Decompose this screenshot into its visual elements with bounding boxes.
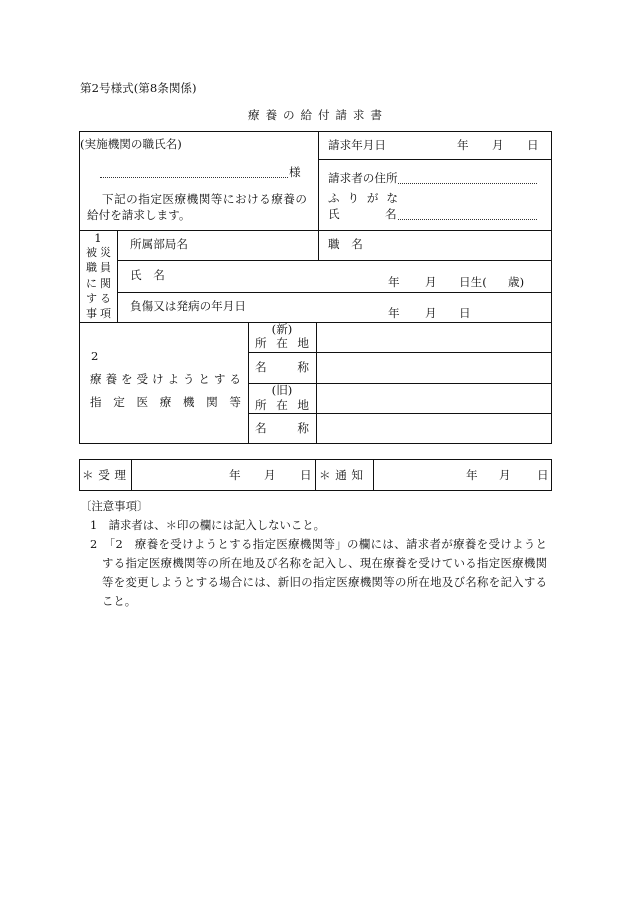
note-line: する指定医療機関等の所在地及び名称を記入し、現在療養を受けている指定医療機関 [102, 556, 547, 570]
divider [248, 413, 552, 414]
injury-day: 日 [459, 306, 471, 320]
old-location-label: 所在地 [255, 398, 309, 412]
statement-line-1: 下記の指定医療機関等における療養の [102, 192, 307, 206]
receipt-year: 年 [229, 468, 241, 482]
receipt-label: ＊受理 [82, 468, 126, 482]
receipt-month: 月 [264, 468, 276, 482]
divider [117, 260, 552, 261]
receipt-day: 日 [300, 468, 312, 482]
divider [117, 230, 118, 322]
old-name-label: 名称 [255, 421, 309, 435]
age-label: 歳) [508, 275, 525, 289]
form-title: 療養の給付請求書 [248, 108, 382, 122]
claimant-name-label-1: 氏 [328, 207, 340, 221]
furigana-label: ふりがな [328, 191, 398, 205]
department-label: 所属部局名 [130, 237, 188, 251]
divider [79, 230, 552, 231]
addressee-dotted-line [100, 177, 288, 178]
section1-number: 1 [94, 231, 102, 245]
form-number: 第2号様式(第8条関係) [80, 81, 197, 95]
claimant-address-label: 請求者の住所 [328, 171, 398, 185]
notice-label: ＊通知 [319, 468, 363, 482]
notes-heading: 〔注意事項〕 [80, 499, 149, 513]
address-dotted-line [398, 183, 537, 184]
section1-heading-line: 事項 [86, 307, 111, 320]
notice-year: 年 [466, 468, 478, 482]
claimant-name-label-2: 名 [385, 207, 397, 221]
section1-heading-line: 職員 [86, 261, 111, 274]
addressee-label: (実施機関の職氏名) [80, 137, 182, 151]
old-tag: (旧) [271, 383, 293, 397]
note-line: 1 請求者は、＊印の欄には記入しないこと。 [90, 518, 326, 532]
injury-year: 年 [388, 306, 400, 320]
note-line: 2 「2 療養を受けようとする指定医療機関等」の欄には、請求者が療養を受けようと [90, 537, 547, 551]
section2-heading-line-2: 指定医療機関等 [90, 395, 241, 409]
new-name-label: 名称 [255, 360, 309, 374]
birth-year: 年 [388, 275, 400, 289]
notice-month: 月 [499, 468, 511, 482]
request-date-month: 月 [492, 138, 504, 152]
divider [117, 292, 552, 293]
divider [318, 230, 319, 260]
section2-heading-line-1: 療養を受けようとする [90, 372, 241, 386]
divider [315, 459, 316, 491]
honorific-sama: 様 [289, 165, 301, 179]
divider [318, 159, 552, 160]
request-date-year: 年 [457, 138, 469, 152]
note-line: こと。 [102, 594, 137, 608]
birth-month: 月 [425, 275, 437, 289]
injury-date-label: 負傷又は発病の年月日 [130, 299, 246, 313]
employee-name-label: 氏 名 [130, 268, 165, 282]
injury-month: 月 [425, 306, 437, 320]
notice-day: 日 [537, 468, 549, 482]
section1-heading-line: 被災 [86, 246, 111, 259]
divider [318, 131, 319, 230]
divider [131, 459, 132, 491]
note-line: 等を変更しようとする場合には、新旧の指定医療機関等の所在地及び名称を記入する [102, 575, 547, 589]
statement-line-2: 給付を請求します。 [87, 208, 191, 222]
position-label: 職 名 [328, 237, 363, 251]
section1-heading-line: に関 [86, 277, 111, 290]
birth-day: 日生( [459, 275, 487, 289]
section2-number: 2 [91, 349, 99, 363]
divider [373, 459, 374, 491]
new-tag: (新) [271, 322, 293, 336]
new-location-label: 所在地 [255, 336, 309, 350]
section1-heading-line: する [86, 292, 111, 305]
request-date-label: 請求年月日 [328, 138, 386, 152]
divider [248, 352, 552, 353]
name-dotted-line [398, 219, 537, 220]
request-date-day: 日 [527, 138, 539, 152]
